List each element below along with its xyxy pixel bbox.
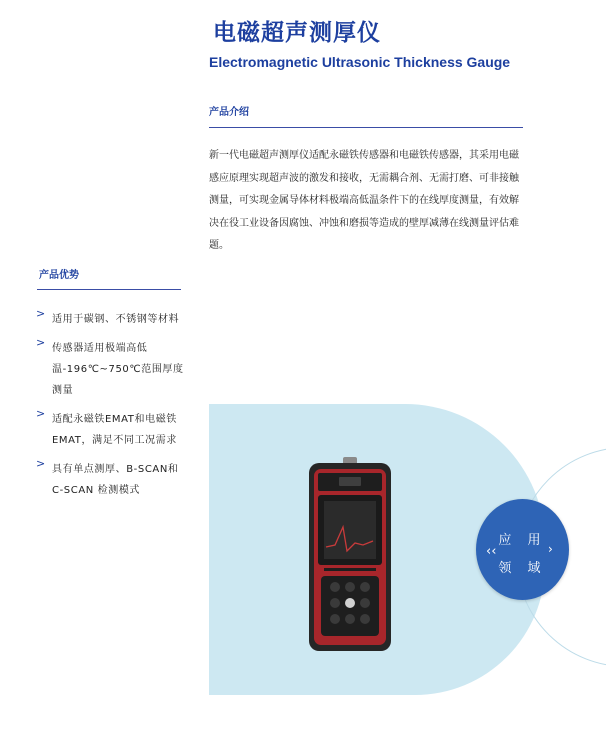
chevron-right-icon: > [36,307,46,320]
advantages-heading: 产品优势 [39,270,79,281]
application-label-line2: 领 域 [498,561,547,576]
intro-divider [209,127,523,128]
page-subtitle: Electromagnetic Ultrasonic Thickness Gauge [209,54,511,70]
chevron-right-icon: > [36,336,46,349]
list-item [36,407,186,449]
chevron-right-icon[interactable]: › [548,542,553,556]
advantages-divider [37,289,181,290]
device-image [305,457,395,653]
advantage-text: 传感器适用极端高低温-196℃~750℃范围厚度测量 [52,343,184,396]
page-title: 电磁超声测厚仪 [213,20,381,46]
advantages-list [36,307,186,507]
advantage-text: 适配永磁铁EMAT和电磁铁EMAT，满足不同工况需求 [52,414,177,446]
thickness-gauge-illustration [305,457,395,653]
chevron-right-icon: > [36,407,46,420]
list-item [36,307,186,328]
advantage-text: 适用于碳钢、不锈钢等材料 [52,314,180,325]
advantage-text: 具有单点测厚、B-SCAN和C-SCAN 检测模式 [52,464,179,496]
list-item [36,457,186,499]
application-label-line1: 应 用 [498,533,547,548]
chevron-right-icon: > [36,457,46,470]
list-item [36,336,186,399]
chevron-left-icon[interactable]: ‹‹ [486,544,497,559]
intro-heading: 产品介绍 [209,107,249,118]
intro-paragraph: 新一代电磁超声测厚仪适配永磁铁传感器和电磁铁传感器，其采用电磁感应原理实现超声波的激发和接收，无需耦合剂、无需打磨、可非接触测量，可实现金属导体材料极端高低温条件下的在线厚度测量，有效解决在役工业设备因腐蚀、冲蚀和磨损等造成的壁厚减薄在线测量评估难题。 [209,150,519,251]
